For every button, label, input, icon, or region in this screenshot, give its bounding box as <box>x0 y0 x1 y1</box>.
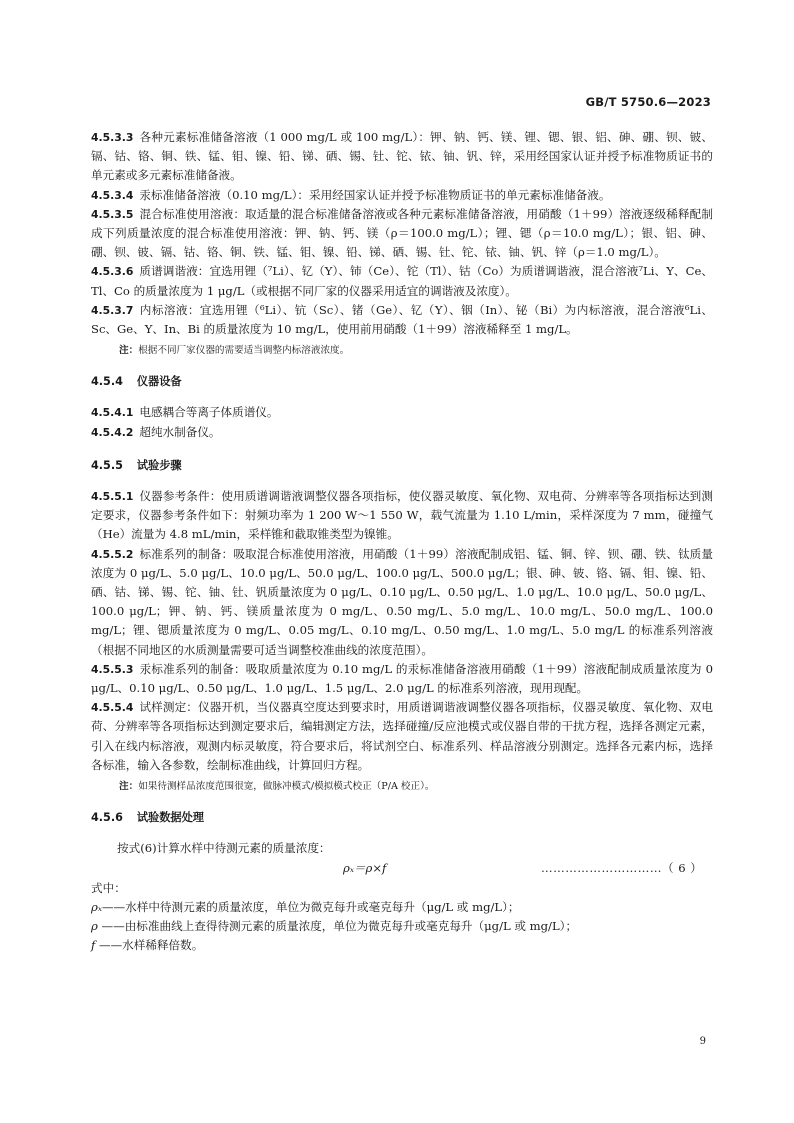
clause-number: 4.5.3.7 <box>91 303 134 317</box>
section-heading-4-5-6 <box>91 808 713 827</box>
clause-4-5-5-3 <box>91 660 713 698</box>
clause-number: 4.5.5.2 <box>91 547 134 561</box>
clause-4-5-3-6 <box>91 262 713 300</box>
clause-4-5-3-5 <box>91 205 713 263</box>
definition-rho-x <box>91 898 713 917</box>
definition-f <box>91 936 713 955</box>
standard-number: GB/T 5750.6—2023 <box>585 95 711 109</box>
clause-4-5-3-7 <box>91 301 713 339</box>
equation-number: …………………………（ 6 ） <box>541 860 703 875</box>
clause-4-5-4-2 <box>91 423 713 442</box>
clause-number: 4.5.3.3 <box>91 131 134 144</box>
clause-number: 4.5.4.1 <box>91 406 134 420</box>
clause-4-5-3-4 <box>91 186 713 205</box>
heading-title: 仪器设备 <box>136 375 182 389</box>
note-label: 注： <box>119 781 139 793</box>
calculation-intro: 按式(6)计算水样中待测元素的质量浓度： <box>117 841 331 856</box>
clause-text: 超纯水制备仪。 <box>139 424 221 439</box>
heading-number: 4.5.6 <box>91 811 123 825</box>
definition-text: ——由标准曲线上查得待测元素的质量浓度，单位为微克每升或毫克每升（μg/L 或 mg/L）； <box>97 918 578 933</box>
symbol-definitions <box>91 898 713 956</box>
note-label: 注： <box>119 345 139 357</box>
definition-text: ——水样稀释倍数。 <box>95 938 204 953</box>
formula-line <box>91 859 713 879</box>
section-heading-4-5-4 <box>91 372 713 391</box>
clause-number: 4.5.3.6 <box>91 265 134 279</box>
heading-title: 试验数据处理 <box>136 811 204 825</box>
clause-text: 混合标准使用溶液：取适量的混合标准储备溶液或各种元素标准储备溶液，用硝酸（1＋99）溶液逐级稀释配制成下列质量浓度的混合标准使用溶液：钾、钠、钙、镁（ρ＝100.0 mg/L）；锂、锶（ρ＝10.0 mg/L）；银、铝、砷、硼、钡、铍、镉、钴、铬、铜、铁、锰、钼、镍、铅、锑、硒、锡、钍、铊、铱、铀、钒、锌（ρ＝1.0 mg/L）。 <box>91 206 713 260</box>
clause-text: 各种元素标准储备溶液（1 000 mg/L 或 100 mg/L）：钾、钠、钙、镁、锂、锶、银、铝、砷、硼、钡、铍、镉、钴、铬、铜、铁、锰、钼、镍、铅、锑、硒、锡、钍、铊、铱、铀、钒、锌，采用经国家认证并授予标准物质证书的单元素或多元素标准储备液。 <box>91 130 713 183</box>
symbol: ρₓ <box>91 899 102 914</box>
clause-4-5-4-1 <box>91 403 713 422</box>
clause-4-5-5-2 <box>91 545 713 660</box>
clause-text: 质谱调谐液：宜选用锂（⁷Li）、钇（Y）、铈（Ce）、铊（Tl）、钴（Co）为质谱调谐液，混合溶液⁷Li、Y、Ce、Tl、Co 的质量浓度为 1 μg/L（或根据不同厂家的仪器采用适宜的调谐液及浓度）。 <box>91 264 713 298</box>
clause-number: 4.5.3.4 <box>91 188 134 202</box>
clause-text: 试样测定：仪器开机，当仪器真空度达到要求时，用质谱调谐液调整仪器各项指标，仪器灵敏度、氧化物、双电荷、分辨率等各项指标达到测定要求后，编辑测定方法，选择碰撞/反应池模式或仪器自带的干扰方程，选择各测定元素，引入在线内标溶液，观测内标灵敏度，符合要求后，将试剂空白、标准系列、样品溶液分别测定。选择各元素内标，选择各标准，输入各参数，绘制标准曲线，计算回归方程。 <box>91 700 713 772</box>
document-body <box>91 128 713 955</box>
clause-number: 4.5.5.3 <box>91 662 134 676</box>
clause-number: 4.5.4.2 <box>91 425 134 439</box>
clause-text: 内标溶液：宜选用锂（⁶Li）、钪（Sc）、锗（Ge）、钇（Y）、铟（In）、铋（Bi）为内标溶液，混合溶液⁶Li、Sc、Ge、Y、In、Bi 的质量浓度为 10 mg/L，使用前用硝酸（1＋99）溶液稀释至 1 mg/L。 <box>91 302 713 337</box>
note-text: 根据不同厂家仪器的需要适当调整内标溶液浓度。 <box>138 345 350 357</box>
symbol: ρ <box>91 918 98 933</box>
note-pa-correction <box>91 779 713 794</box>
where-label: 式中： <box>91 880 126 895</box>
formula: ρₓ＝ρ×f <box>343 860 387 875</box>
clause-4-5-5-1 <box>91 487 713 545</box>
clause-text: 仪器参考条件：使用质谱调谐液调整仪器各项指标，使仪器灵敏度、氧化物、双电荷、分辨率等各项指标达到测定要求，仪器参考条件如下：射频功率为 1 200 W～1 550 W，载气流量为 1.10 L/min，采样深度为 7 mm，碰撞气（He）流量为 4.8 mL/min，采样锥和截取锥类型为镍锥。 <box>91 489 713 542</box>
clause-text: 汞标准系列的制备：吸取质量浓度为 0.10 mg/L 的汞标准储备溶液用硝酸（1＋99）溶液配制成质量浓度为 0 μg/L、0.10 μg/L、0.50 μg/L、1.0 μg/L、1.5 μg/L、2.0 μg/L 的标准系列溶液，现用现配。 <box>91 661 713 696</box>
clause-text: 汞标准储备溶液（0.10 mg/L）：采用经国家认证并授予标准物质证书的单元素标准储备液。 <box>139 187 611 202</box>
heading-title: 试验步骤 <box>136 458 182 472</box>
symbol: f <box>91 938 96 953</box>
definition-rho <box>91 917 713 936</box>
heading-number: 4.5.4 <box>91 375 123 389</box>
note-internal-standard <box>91 343 713 358</box>
page-number: 9 <box>699 1036 706 1047</box>
clause-4-5-3-3 <box>91 128 713 186</box>
note-text: 如果待测样品浓度范围很宽，做脉冲模式/模拟模式校正（P/A 校正）。 <box>138 781 435 793</box>
clause-text: 电感耦合等离子体质谱仪。 <box>139 405 279 420</box>
clause-4-5-5-4 <box>91 698 713 775</box>
clause-number: 4.5.3.5 <box>91 207 134 221</box>
section-heading-4-5-5 <box>91 456 713 475</box>
clause-text: 标准系列的制备：吸取混合标准使用溶液，用硝酸（1＋99）溶液配制成铝、锰、铜、锌、钡、硼、铁、钛质量浓度为 0 μg/L、5.0 μg/L、10.0 μg/L、50.0 μg/L、100.0 μg/L、500.0 μg/L；银、砷、铍、铬、镉、钼、镍、铅、硒、钴、锑、锡、铊、铀、钍、钒质量浓度为 0 μg/L、0.10 μg/L、0.50 μg/L、1.0 μg/L、10.0 μg/L、50.0 μg/L、100.0 μg/L；钾、钠、钙、镁质量浓度为 0 mg/L、0.50 mg/L、5.0 mg/L、10.0 mg/L、50.0 mg/L、100.0 mg/L；锂、锶质量浓度为 0 mg/L、0.05 mg/L、0.10 mg/L、0.50 mg/L、1.0 mg/L、5.0 mg/L 的标准系列溶液（根据不同地区的水质测量需要可适当调整校准曲线的浓度范围）。 <box>91 546 713 657</box>
definition-text: ——水样中待测元素的质量浓度，单位为微克每升或毫克每升（μg/L 或 mg/L）； <box>101 899 520 914</box>
heading-number: 4.5.5 <box>91 458 123 472</box>
clause-number: 4.5.5.1 <box>91 490 134 504</box>
clause-number: 4.5.5.4 <box>91 701 134 715</box>
